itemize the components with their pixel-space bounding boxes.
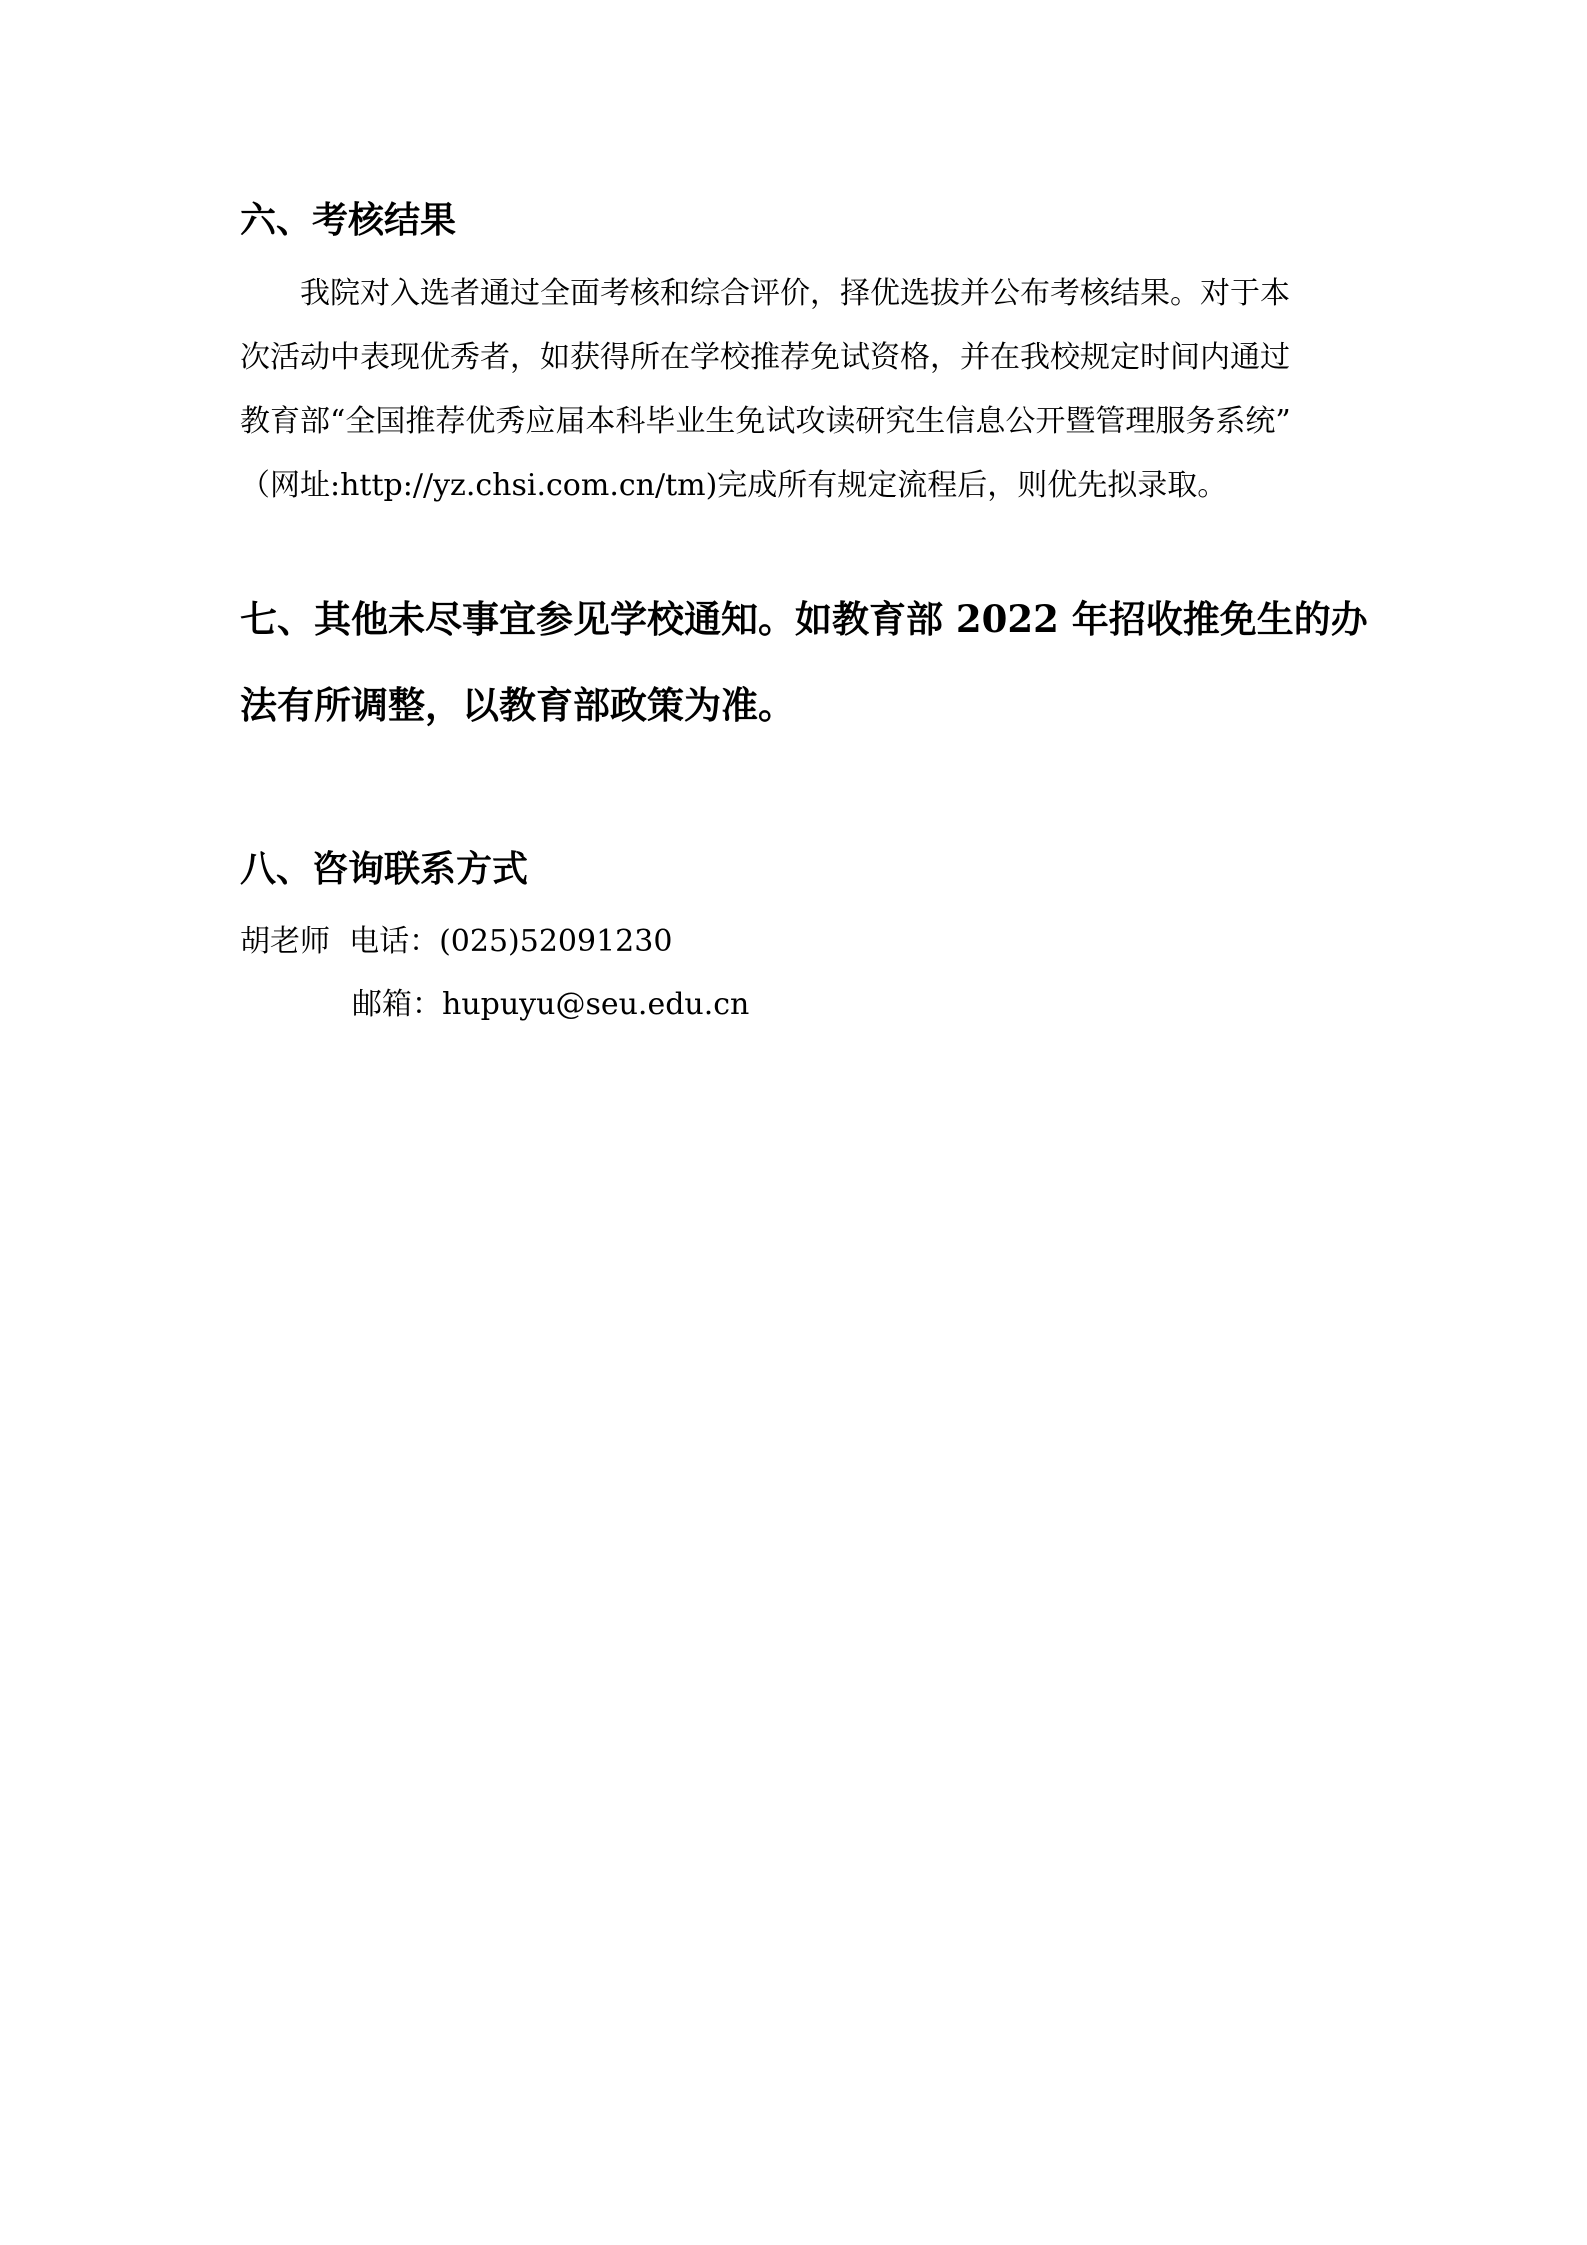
contact-email-line <box>352 985 749 1025</box>
email-address: hupuyu@seu.edu.cn <box>442 987 750 1022</box>
section-7-paragraph <box>240 576 1368 748</box>
section-6-paragraph <box>240 262 1350 518</box>
section-8-heading: 八、咨询联系方式 <box>240 848 529 890</box>
contact-phone-line <box>240 922 672 962</box>
paragraph-line: 次活动中表现优秀者，如获得所在学校推荐免试资格，并在我校规定时间内通过 <box>240 340 1290 375</box>
paragraph-line: （网址:http://yz.chsi.com.cn/tm)完成所有规定流程后，则优先拟录取。 <box>240 468 1228 503</box>
phone-number: (025)52091230 <box>439 924 673 959</box>
email-label: 邮箱： <box>352 987 442 1022</box>
contact-name: 胡老师 <box>240 924 330 959</box>
phone-label: 电话： <box>349 924 440 959</box>
section-6-heading: 六、考核结果 <box>240 199 457 241</box>
paragraph-line: 七、其他未尽事宜参见学校通知。如教育部 2022 年招收推免生的办 <box>240 597 1368 641</box>
paragraph-line: 我院对入选者通过全面考核和综合评价，择优选拔并公布考核结果。对于本 <box>240 276 1290 311</box>
paragraph-line: 教育部“全国推荐优秀应届本科毕业生免试攻读研究生信息公开暨管理服务系统” <box>240 404 1291 439</box>
paragraph-line: 法有所调整，以教育部政策为准。 <box>240 683 795 727</box>
